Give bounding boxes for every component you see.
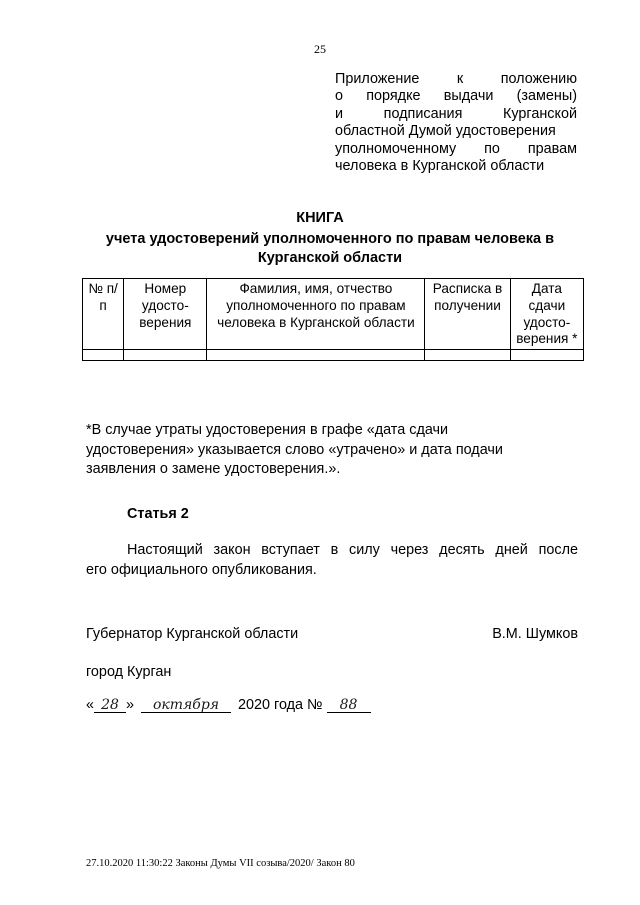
appendix-word: к xyxy=(456,71,464,87)
footnote-word: «дата xyxy=(366,422,406,438)
appendix-word: (замены) xyxy=(516,88,577,105)
appendix-word: подписания xyxy=(383,105,463,122)
header-full-name: Фамилия, имя, отчество уполномоченного по правам человека в Курганской области xyxy=(207,279,425,350)
appendix-line-4: областной Думой удостоверения xyxy=(335,123,556,140)
date-line xyxy=(86,697,371,713)
document-footer: 27.10.2020 11:30:22 Законы Думы VII созыва/2020/ Закон 80 xyxy=(86,858,355,869)
handwritten-month: октября xyxy=(141,699,231,713)
footnote-line-2 xyxy=(86,441,578,461)
footnote-word: удостоверения» xyxy=(86,441,195,458)
footnote-word: и xyxy=(409,441,418,458)
table-cell xyxy=(510,350,583,361)
footnote-word: указывается xyxy=(198,441,282,458)
footnote-word: случае xyxy=(105,422,152,438)
footnote-line-1 xyxy=(86,421,578,441)
book-subtitle: учета удостоверений уполномоченного по правам человека в Курганской области xyxy=(105,231,555,266)
footnote-word: удостоверения xyxy=(205,422,306,438)
header-number: № п/п xyxy=(83,279,124,350)
appendix-word: по xyxy=(484,140,500,157)
appendix-header xyxy=(335,71,577,175)
footnote-word: в xyxy=(309,422,318,438)
appendix-line-1 xyxy=(335,71,577,88)
appendix-word: порядке xyxy=(366,88,421,105)
signatory-name: В.М. Шумков xyxy=(492,626,578,642)
appendix-word: правам xyxy=(527,140,577,157)
handwritten-law-number: 88 xyxy=(327,699,371,713)
open-quote: « xyxy=(86,697,95,713)
table-cell xyxy=(207,350,425,361)
appendix-word: уполномоченному xyxy=(335,140,457,157)
footnote-word: утраты xyxy=(155,422,202,438)
article-text xyxy=(86,541,578,580)
footnote-word: «утрачено» xyxy=(328,441,406,458)
table-header-row xyxy=(83,279,584,350)
appendix-word: и xyxy=(335,105,344,122)
article-heading: Статья 2 xyxy=(127,506,189,522)
header-return-date: Дата сдачи удосто-верения * xyxy=(510,279,583,350)
appendix-word: о xyxy=(335,88,344,105)
table-cell xyxy=(425,350,510,361)
footnote xyxy=(86,421,578,480)
page-number: 25 xyxy=(314,42,326,56)
appendix-word: Приложение xyxy=(335,71,420,87)
appendix-line-5 xyxy=(335,141,577,158)
article-text-line-1: Настоящий закон вступает в силу через десять дней после xyxy=(127,542,578,558)
handwritten-day: 28 xyxy=(94,699,126,713)
footnote-word: сдачи xyxy=(409,422,449,438)
header-receipt: Расписка в получении xyxy=(425,279,510,350)
footnote-line-3: заявления о замене удостоверения.». xyxy=(86,461,341,477)
table-cell xyxy=(83,350,124,361)
city: город Курган xyxy=(86,664,172,680)
footnote-word: дата xyxy=(421,441,452,458)
appendix-line-3 xyxy=(335,106,577,123)
close-quote: » xyxy=(126,697,135,713)
appendix-word: Курганской xyxy=(502,105,577,122)
book-title: КНИГА xyxy=(296,210,344,226)
article-text-line-2: его официального опубликования. xyxy=(86,561,317,578)
year-text: 2020 года № xyxy=(238,697,323,713)
footnote-word: подачи xyxy=(455,441,503,458)
signatory-position: Губернатор Курганской области xyxy=(86,626,299,642)
footnote-word: слово xyxy=(285,441,325,458)
header-certificate-number: Номер удосто-верения xyxy=(124,279,207,350)
registry-table xyxy=(82,278,584,361)
footnote-word: *В xyxy=(86,422,102,438)
appendix-line-6: человека в Курганской области xyxy=(335,158,545,175)
table-row xyxy=(83,350,584,361)
table-cell xyxy=(124,350,207,361)
footnote-word: графе xyxy=(321,422,363,438)
appendix-word: положению xyxy=(500,71,577,87)
appendix-word: выдачи xyxy=(443,88,494,105)
appendix-line-2 xyxy=(335,88,577,105)
